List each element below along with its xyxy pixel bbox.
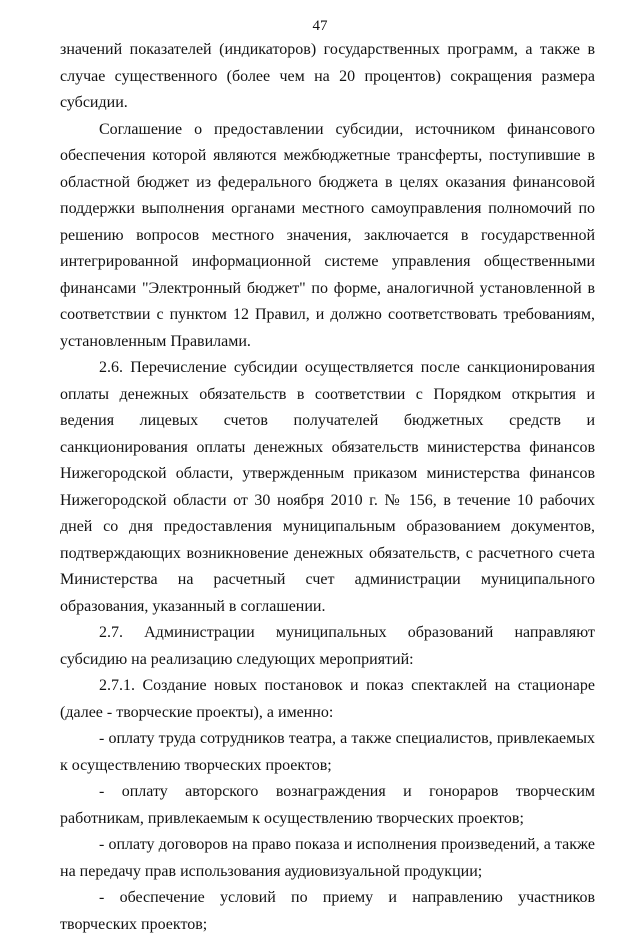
paragraph-6: - оплату труда сотрудников театра, а также специалистов, привлекаемых к осуществлению творческих проектов;: [60, 730, 595, 774]
paragraph-7: - оплату авторского вознаграждения и гонораров творческим работникам, привлекаемым к осуществлению творческих проектов;: [60, 783, 595, 827]
document-body: [60, 37, 595, 938]
paragraph-8: - оплату договоров на право показа и исполнения произведений, а также на передачу прав использования аудиовизуальной продукции;: [60, 836, 595, 880]
paragraph-9: - обеспечение условий по приему и направлению участников творческих проектов;: [60, 889, 595, 933]
paragraph-3: 2.6. Перечисление субсидии осуществляется после санкционирования оплаты денежных обязательств в соответствии с Порядком открытия и ведения лицевых счетов получателей бюджетных средств и санкционирования оплаты денежных обязательств министерства финансов Нижегородской области, утвержденным приказом министерства финансов Нижегородской области от 30 ноября 2010 г. № 156, в течение 10 рабочих дней со дня предоставления муниципальным образованием документов, подтверждающих возникновение денежных обязательств, с расчетного счета Министерства на расчетный счет администрации муниципального образования, указанный в соглашении.: [60, 359, 595, 615]
paragraph-2: Соглашение о предоставлении субсидии, источником финансового обеспечения которой являются межбюджетные трансферты, поступившие в областной бюджет из федерального бюджета в целях оказания финансовой поддержки выполнения органами местного самоуправления полномочий по решению вопросов местного значения, заключается в государственной интегрированной информационной системе управления общественными финансами "Электронный бюджет" по форме, аналогичной установленной в соответствии с пунктом 12 Правил, и должно соответствовать требованиям, установленным Правилами.: [60, 120, 595, 350]
paragraph-1: значений показателей (индикаторов) государственных программ, а также в случае существенного (более чем на 20 процентов) сокращения размера субсидии.: [60, 41, 595, 111]
page-number: 47: [312, 18, 328, 34]
paragraph-4: 2.7. Администрации муниципальных образований направляют субсидию на реализацию следующих мероприятий:: [60, 624, 595, 668]
paragraph-5: 2.7.1. Создание новых постановок и показ спектаклей на стационаре (далее - творческие проекты), а именно:: [60, 677, 595, 721]
